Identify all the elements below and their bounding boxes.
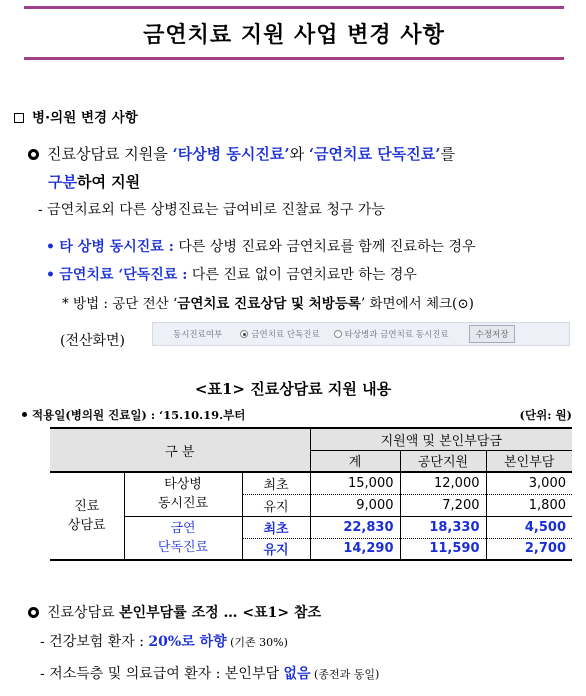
- bullet-dot-icon: •: [46, 267, 55, 283]
- dash2-note: (종전과 동일): [310, 668, 380, 681]
- ring-bullet-icon: [28, 149, 39, 160]
- cell-nhis: 11,590: [400, 538, 486, 560]
- effective-date-text: 적용일(병의원 진료일) : ‘15.10.19.부터: [32, 408, 246, 422]
- para1-text-c: 를: [440, 145, 455, 163]
- para1-line2-blue: 구분: [48, 173, 77, 191]
- cell-kind: 최초: [242, 516, 310, 538]
- option-standalone-label: 금연치료 단독진료: [251, 330, 320, 340]
- table-caption: <표1> 진료상담료 지원 내용: [194, 380, 392, 398]
- cell-self: 1,800: [486, 494, 572, 516]
- row-group-label: 진료 상담료: [50, 472, 124, 560]
- save-button[interactable]: 수정저장: [469, 325, 516, 343]
- para2-bold: 본인부담률 조정: [119, 605, 219, 621]
- bullet-desc-1: 다른 상병 진료와 금연치료를 함께 진료하는 경우: [173, 239, 476, 255]
- para1-text-b: 와: [289, 145, 309, 163]
- group-name-concurrent: 타상병 동시진료: [124, 472, 242, 516]
- unit-label: (단위: 원): [519, 408, 572, 422]
- option-concurrent-label: 타상병과 금연치료 동시진료: [344, 330, 449, 340]
- header-self: 본인부담: [486, 450, 572, 472]
- para1-quote-2: ‘금연치료 단독진료’: [308, 145, 441, 163]
- option-concurrent[interactable]: [334, 328, 449, 340]
- checkbox-square-icon: [14, 113, 24, 123]
- bullet-item-standalone: [46, 264, 417, 284]
- cell-self: 2,700: [486, 538, 572, 560]
- header-category: 구 분: [50, 428, 310, 472]
- para1-text-a: 진료상담료 지원을: [47, 145, 173, 163]
- cell-kind: 유지: [242, 494, 310, 516]
- ring-bullet-icon: [28, 607, 39, 618]
- title-bar: [24, 6, 564, 60]
- para2-text-b: … <표1> 참조: [218, 605, 322, 621]
- header-nhis: 공단지원: [400, 450, 486, 472]
- screen-label: (전산화면): [60, 333, 126, 349]
- screen-capture-strip: [152, 322, 570, 346]
- cell-nhis: 7,200: [400, 494, 486, 516]
- dash2-blue: 없음: [283, 666, 311, 682]
- dash1-text: - 건강보험 환자 :: [40, 634, 149, 650]
- table-row: [50, 516, 572, 538]
- para2-dash-2: [40, 663, 379, 683]
- dash2-text: - 저소득층 및 의료급여 환자 : 본인부담: [40, 666, 284, 682]
- dash1-note: (기존 30%): [226, 636, 288, 649]
- cell-total: 15,000: [310, 472, 400, 494]
- cell-total: 22,830: [310, 516, 400, 538]
- cell-nhis: 18,330: [400, 516, 486, 538]
- para1-dash-line: - 금연치료외 다른 상병진료는 급여비로 진찰료 청구 가능: [38, 202, 385, 218]
- page-title: 금연치료 지원 사업 변경 사항: [143, 22, 445, 48]
- bullet-term-2: 금연치료 ‘단독진료 :: [59, 267, 188, 283]
- dash1-blue: 20%로 하향: [148, 634, 227, 650]
- bullet-term-1: 타 상병 동시진료 :: [59, 239, 174, 255]
- radio-empty-icon[interactable]: [334, 330, 342, 338]
- bullet-dot-icon: •: [46, 239, 55, 255]
- para2-text-a: 진료상담료: [47, 605, 120, 621]
- cell-kind: 유지: [242, 538, 310, 560]
- section-heading: [14, 106, 138, 126]
- paragraph-1-line-2: [48, 171, 140, 192]
- cell-self: 3,000: [528, 475, 566, 491]
- paragraph-2: [28, 602, 321, 622]
- support-table: [50, 427, 572, 561]
- note-bold: 금연치료 진료상담 및 처방등록: [177, 296, 361, 312]
- cell-kind: 최초: [242, 472, 310, 494]
- radio-selected-icon[interactable]: [240, 330, 248, 338]
- table-row: [50, 472, 572, 494]
- cell-total: 14,290: [310, 538, 400, 560]
- concurrent-field-label: 동시진료여부: [173, 330, 223, 340]
- cell-self: 4,500: [524, 519, 566, 535]
- effective-date: [22, 407, 245, 423]
- para1-quote-1: ‘타상병 동시진료’: [172, 145, 290, 163]
- cell-nhis: 12,000: [400, 472, 486, 494]
- bullet-item-concurrent: [46, 236, 476, 256]
- bullet-desc-2: 다른 진료 없이 금연치료만 하는 경우: [187, 267, 417, 283]
- method-note: [62, 292, 474, 312]
- header-group: 지원액 및 본인부담금: [310, 428, 572, 450]
- para2-dash-1: [40, 631, 288, 651]
- header-total: 계: [310, 450, 400, 472]
- para1-line2-rest: 하여 지원: [76, 173, 141, 191]
- small-dot-icon: [22, 412, 27, 417]
- section-heading-text: 병·의원 변경 사항: [32, 110, 138, 126]
- group-name-standalone: 금연 단독진료: [124, 516, 242, 560]
- note-suffix: ’ 화면에서 체크(⊙): [360, 296, 474, 312]
- paragraph-1-line-1: [28, 143, 455, 164]
- option-standalone[interactable]: [240, 328, 319, 340]
- note-prefix: * 방법 : 공단 전산 ‘: [62, 296, 178, 312]
- cell-total: 9,000: [310, 494, 400, 516]
